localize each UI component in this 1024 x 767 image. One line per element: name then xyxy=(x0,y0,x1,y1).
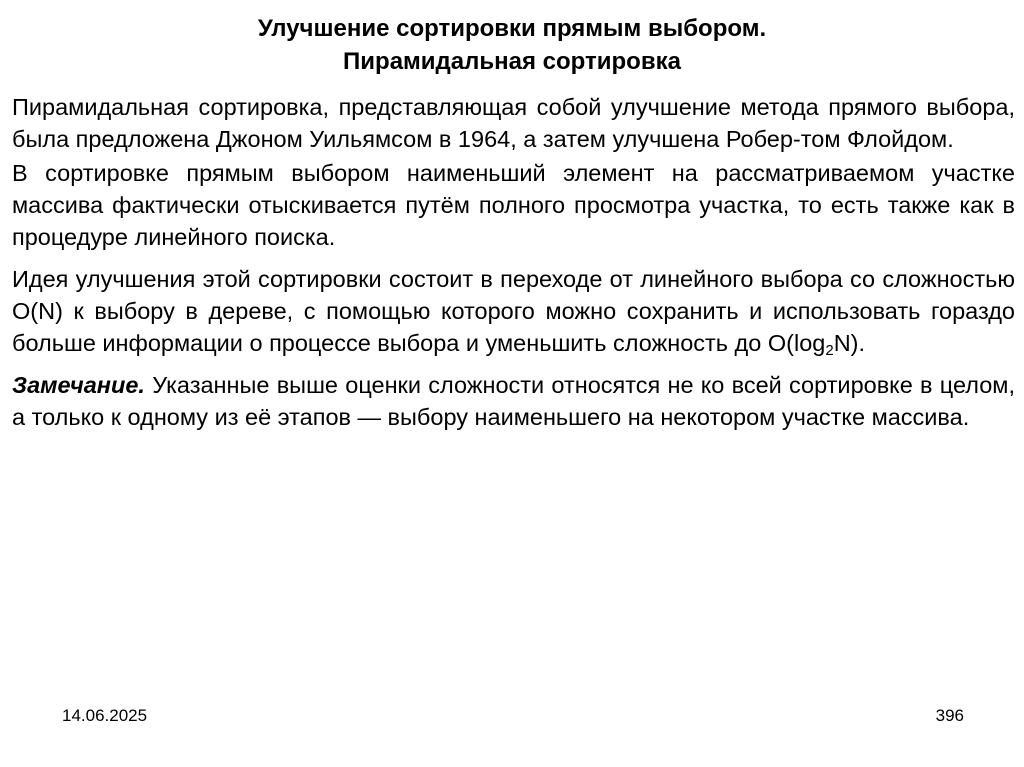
paragraph-1: Пирамидальная сортировка, представляющая собой улучшение метода прямого выбора, была предложена Джоном Уильямсом в 1964, а затем улучшена Робер-том Флойдом. xyxy=(12,94,1015,152)
slide-title xyxy=(0,12,1024,78)
title-line-2: Пирамидальная сортировка xyxy=(343,48,681,75)
paragraph-3-tail: N). xyxy=(833,330,866,356)
note-label: Замечание. xyxy=(12,372,145,398)
slide-content xyxy=(12,91,1015,433)
log-subscript: 2 xyxy=(825,342,834,359)
note-paragraph xyxy=(12,369,1015,433)
note-text: Указанные выше оценки сложности относятся не ко всей сортировке в целом, а только к одному из её этапов — выбору наименьшего на некотором участке массива. xyxy=(12,372,1015,430)
page-number: 396 xyxy=(935,706,964,725)
title-line-1: Улучшение сортировки прямым выбором. xyxy=(257,15,767,42)
footer-date: 14.06.2025 xyxy=(62,706,148,725)
paragraph-3-text: Идея улучшения этой сортировки состоит в переходе от линейного выбора со сложностью O(N) к выбору в дереве, с помощью которого можно сохранить и использовать гораздо больше информации о процессе выбора и уменьшить сложность до O(log xyxy=(12,266,1015,356)
paragraph-3 xyxy=(12,263,1015,359)
paragraph-2: В сортировке прямым выбором наименьший элемент на рассматриваемом участке массива фактически отыскивается путём полного просмотра участка, то есть также как в процедуре линейного поиска. xyxy=(12,160,1015,250)
